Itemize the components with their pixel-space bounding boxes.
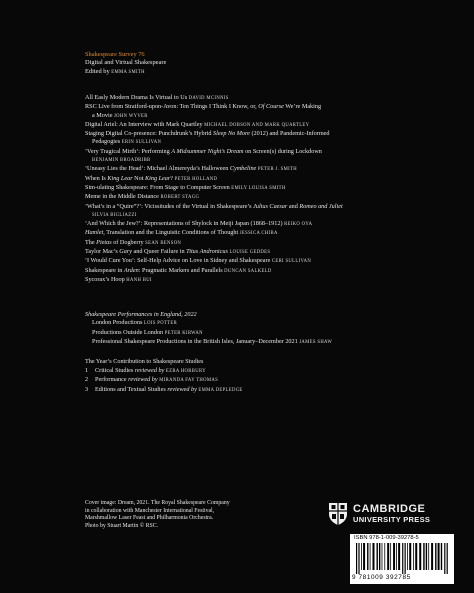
entry-line-continued bbox=[85, 138, 405, 147]
entry-text: and Queer Failure in bbox=[132, 248, 187, 256]
barcode-bar bbox=[438, 543, 440, 570]
barcode-bar bbox=[409, 543, 411, 570]
cover-credit bbox=[85, 500, 305, 530]
entry-text: We’re Making bbox=[283, 103, 322, 111]
entry-text: of Dogberry bbox=[111, 238, 146, 246]
series-title: Shakespeare Survey 76 bbox=[85, 51, 145, 58]
entry-author: DUNCAN SALKELD bbox=[224, 268, 272, 274]
review-entry bbox=[85, 376, 243, 386]
barcode-bar bbox=[370, 543, 371, 570]
barcode-bar bbox=[390, 543, 391, 570]
barcode-bar bbox=[435, 543, 436, 570]
isbn-text: ISBN 978-1-009-39278-5 bbox=[354, 535, 419, 541]
barcode-bar bbox=[384, 543, 385, 570]
publisher-logo bbox=[328, 502, 454, 528]
italic-title: Hamlet bbox=[85, 229, 104, 237]
entry-text: ? bbox=[170, 174, 175, 182]
entry-author: SEAN BENSON bbox=[145, 240, 182, 246]
contents-entry bbox=[85, 148, 405, 166]
contents-entry bbox=[85, 103, 405, 121]
italic-title: King Lear bbox=[107, 174, 133, 182]
entry-text: ‘And Which the Jew?’: Representations of Shylock in Meiji Japan (1868–1912) bbox=[85, 220, 285, 228]
entry-text: a Movie bbox=[92, 111, 114, 119]
entry-text: Sycorax’s Hoop bbox=[85, 275, 127, 283]
italic-title: Romeo and Juliet bbox=[299, 202, 343, 210]
contents-entry bbox=[85, 267, 405, 276]
entry-text: Shakespeare in bbox=[85, 266, 124, 274]
contents-list bbox=[85, 94, 405, 285]
entry-line bbox=[85, 148, 405, 156]
university-shield-icon bbox=[328, 502, 348, 526]
entry-line bbox=[85, 203, 405, 211]
barcode-bar bbox=[415, 543, 417, 570]
entry-line-continued bbox=[85, 156, 405, 165]
entry-text: , Translation and the Linguistic Conditions of Thought bbox=[103, 229, 240, 237]
entry-author: REIKO OYA bbox=[284, 222, 313, 228]
barcode-bar bbox=[444, 543, 445, 574]
entry-text: Taylor Mac’s bbox=[85, 248, 120, 256]
italic-title: A Midsummer Night’s Dream bbox=[171, 147, 244, 155]
entry-line bbox=[85, 276, 405, 285]
entry-text: Editions and Textual Studies bbox=[95, 385, 168, 393]
entry-author: EMILY LOUISA SMITH bbox=[231, 185, 286, 191]
entry-text: ‘What’s in a “Quire”?’: Vicissitudes of the Virtual in Shakespeare’s bbox=[85, 202, 254, 210]
barcode-bar bbox=[426, 543, 427, 570]
barcode-bar bbox=[402, 543, 403, 574]
entry-text: ‘I Would Cure You’: Self-Help Advice on Love in Sidney and Shakespeare bbox=[85, 257, 272, 265]
reviewed-by-label: reviewed by bbox=[167, 385, 197, 393]
entry-text: Not bbox=[132, 174, 145, 182]
entry-text: Sim-ulating Shakespeare: From Stage to Computer Screen bbox=[85, 183, 232, 191]
reviewed-by-label: reviewed by bbox=[134, 366, 165, 374]
performances-list bbox=[85, 319, 332, 347]
contents-entry bbox=[85, 257, 405, 266]
italic-title: Arden bbox=[123, 266, 139, 274]
barcode-bars bbox=[356, 543, 448, 574]
contents-entry bbox=[85, 121, 405, 130]
contents-entry bbox=[85, 165, 405, 174]
entry-text: All Easly Modern Drama Is Virtual to Us bbox=[85, 94, 189, 101]
entry-author: HANH BUI bbox=[126, 277, 152, 283]
performances-heading: Shakespeare Performances in England, 2022 bbox=[85, 311, 197, 318]
contents-entry bbox=[85, 175, 405, 184]
entry-line bbox=[85, 267, 405, 276]
barcode-bar bbox=[379, 543, 380, 570]
contents-entry bbox=[85, 220, 405, 229]
barcode-bar bbox=[413, 543, 414, 570]
entry-text: ‘Very Tragical Mirth’: Performing bbox=[85, 147, 172, 155]
entry-author: SILVIA BIGLIAZZI bbox=[92, 212, 137, 218]
volume-title: Digital and Virtual Shakespeare bbox=[85, 59, 167, 67]
performance-entry bbox=[85, 338, 332, 347]
barcode-bar bbox=[405, 543, 406, 574]
barcode-digits: 9 781009 392785 bbox=[352, 574, 411, 581]
publisher-wordmark bbox=[353, 503, 430, 524]
entry-number: 3 bbox=[85, 385, 89, 393]
entry-text: and bbox=[287, 202, 300, 210]
entry-author: DAVID MCINNIS bbox=[188, 96, 229, 101]
years-contribution-section bbox=[85, 358, 243, 395]
entry-author: JAMES SHAW bbox=[299, 339, 333, 345]
entry-author: LOUISE GEDDES bbox=[229, 250, 271, 256]
italic-title: Julius Caesar bbox=[253, 202, 288, 210]
entry-number: 1 bbox=[85, 366, 89, 374]
entry-text: : Pragmatic Markers and Parallels bbox=[138, 266, 225, 274]
entry-line bbox=[85, 229, 405, 238]
barcode-bar bbox=[372, 543, 374, 570]
barcode-bar bbox=[423, 543, 424, 570]
entry-text: Professional Shakespeare Productions in the British Isles, January–December 2021 bbox=[92, 337, 300, 345]
italic-title: Sleep No More bbox=[213, 130, 250, 138]
entry-line bbox=[85, 121, 405, 130]
italic-title: King Lear bbox=[145, 174, 171, 182]
barcode-bar bbox=[387, 543, 389, 570]
publisher-line1: CAMBRIDGE bbox=[353, 503, 426, 515]
italic-title: Pietas bbox=[96, 238, 112, 246]
performance-entry bbox=[85, 319, 332, 328]
italic-title: Gary bbox=[119, 248, 132, 256]
entry-author: JOHN WYVER bbox=[114, 113, 148, 119]
contents-entry bbox=[85, 276, 405, 285]
editor-line bbox=[85, 68, 166, 77]
barcode-bar bbox=[367, 543, 368, 570]
contents-entry bbox=[85, 193, 405, 202]
entry-author: CERI SULLIVAN bbox=[271, 259, 312, 265]
contents-entry bbox=[85, 239, 405, 248]
entry-author: ERIN SULLIVAN bbox=[121, 140, 162, 146]
entry-line bbox=[85, 94, 405, 103]
italic-title: Of Course bbox=[258, 103, 284, 111]
contents-entry bbox=[85, 203, 405, 221]
entry-text: Critical Studies bbox=[95, 366, 135, 374]
cover-credit-line: Marshmallow Laser Feast and Philharmonia Orchestra. bbox=[85, 515, 214, 522]
entry-line bbox=[85, 257, 405, 266]
entry-author: PETER KIRWAN bbox=[164, 330, 203, 336]
cover-credit-line: Photo by Stuart Martin © RSC. bbox=[85, 522, 159, 529]
entry-text: Performance bbox=[95, 376, 129, 383]
entry-text: Staging Digital Co-presence: Punchdrunk’s Hybrid bbox=[85, 130, 214, 138]
barcode-bar bbox=[441, 543, 442, 570]
isbn-barcode bbox=[350, 534, 454, 584]
entry-text: The bbox=[85, 238, 97, 246]
review-entry bbox=[85, 367, 243, 377]
barcode-bar bbox=[428, 543, 429, 570]
performances-section bbox=[85, 311, 332, 347]
editor-name: EMMA SMITH bbox=[111, 69, 145, 75]
entry-line bbox=[85, 175, 405, 184]
publisher-line2: UNIVERSITY PRESS bbox=[353, 515, 431, 524]
years-contribution-list bbox=[85, 367, 243, 396]
italic-title: Cymbeline bbox=[229, 165, 257, 173]
performance-entry bbox=[85, 329, 332, 338]
barcode-bar bbox=[393, 543, 395, 570]
entry-line bbox=[85, 130, 405, 138]
entry-line-continued bbox=[85, 211, 405, 220]
barcode-bar bbox=[419, 543, 421, 570]
review-entry bbox=[85, 386, 243, 396]
entry-text: ‘Uneasy Lies the Head’: Michael Almereyda’s Halloween bbox=[85, 165, 230, 173]
barcode-bar bbox=[358, 543, 359, 574]
entry-author: MICHAEL DOBSON AND MARK QUARTLEY bbox=[204, 122, 310, 128]
barcode-bar bbox=[396, 543, 397, 570]
contents-entry bbox=[85, 130, 405, 148]
entry-author: PETER J. SMITH bbox=[257, 167, 298, 173]
entry-text: Productions Outside London bbox=[92, 328, 165, 336]
entry-number: 2 bbox=[85, 376, 89, 383]
entry-author: JESSICA CHIBA bbox=[239, 231, 278, 237]
entry-text: on Screen(s) during Lockdown bbox=[243, 147, 322, 155]
cover-header bbox=[85, 51, 166, 77]
entry-text: RSC Live from Stratford-upon-Avon: Ten Things I Think I Know, or, bbox=[85, 103, 259, 111]
barcode-bar bbox=[361, 543, 362, 570]
entry-text: When Is bbox=[85, 174, 108, 182]
barcode-bar bbox=[398, 543, 400, 570]
entry-author: PETER HOLLAND bbox=[174, 176, 218, 182]
entry-author: EMMA DEPLEDGE bbox=[198, 387, 243, 393]
italic-title: Titus Andronicus bbox=[186, 248, 228, 256]
entry-line bbox=[85, 165, 405, 174]
entry-author: BENJAMIN BROADRIBB bbox=[92, 158, 151, 164]
entry-text: Pedagogies bbox=[92, 138, 122, 146]
barcode-bar bbox=[356, 543, 357, 574]
entry-text: London Productions bbox=[92, 319, 144, 327]
entry-line bbox=[85, 239, 405, 248]
entry-line bbox=[85, 248, 405, 257]
years-contribution-heading: The Year’s Contribution to Shakespeare Studies bbox=[85, 358, 204, 365]
entry-text: (2012) and Pandemic-Informed bbox=[249, 130, 330, 138]
entry-text: Meme in the Middle Distance bbox=[85, 193, 161, 201]
contents-entry bbox=[85, 248, 405, 257]
edited-by-label: Edited by bbox=[85, 67, 110, 75]
reviewed-by-label: reviewed by bbox=[128, 376, 158, 383]
barcode-bar bbox=[382, 543, 383, 570]
entry-line bbox=[85, 220, 405, 229]
contents-entry bbox=[85, 94, 405, 103]
barcode-bar bbox=[363, 543, 365, 570]
entry-author: MIRANDA FAY THOMAS bbox=[159, 378, 219, 383]
entry-author: EZRA HORBURY bbox=[165, 368, 206, 374]
contents-entry bbox=[85, 184, 405, 193]
cover-credit-line: in collaboration with Manchester International Festival, bbox=[85, 507, 215, 514]
barcode-bar bbox=[447, 543, 448, 574]
contents-entry bbox=[85, 229, 405, 238]
entry-author: ROBERT STAGG bbox=[160, 195, 200, 201]
entry-line bbox=[85, 184, 405, 193]
entry-line bbox=[85, 103, 405, 111]
barcode-bar bbox=[376, 543, 377, 570]
entry-text: Digital Ariel: An Interview with Mark Quartley bbox=[85, 120, 205, 128]
barcode-bar bbox=[431, 543, 433, 570]
cover-credit-line: Cover image: Dream, 2021. The Royal Shakespeare Company bbox=[85, 500, 230, 506]
entry-line bbox=[85, 193, 405, 202]
entry-line-continued bbox=[85, 112, 405, 121]
barcode-bar bbox=[407, 543, 408, 570]
entry-author: LOIS POTTER bbox=[143, 321, 178, 327]
